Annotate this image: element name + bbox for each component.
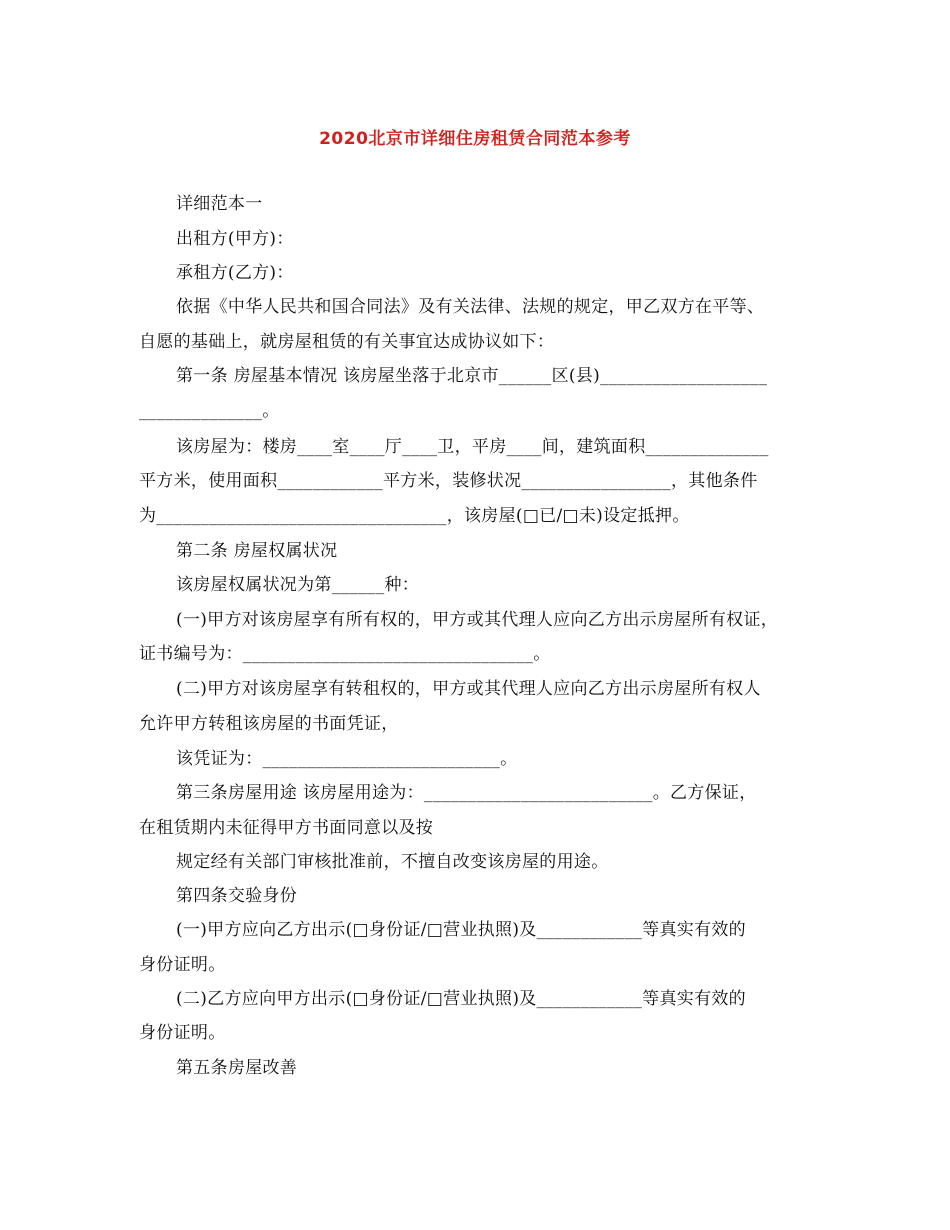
paragraph-line: 第三条房屋用途 该房屋用途为：__________________________。乙方保证， xyxy=(176,783,757,803)
paragraph-line: ______________。 xyxy=(139,401,280,421)
paragraph-line: 第四条交验身份 xyxy=(176,886,298,906)
paragraph-line: 证书编号为：_________________________________。 xyxy=(139,644,551,664)
paragraph-line: 详细范本一 xyxy=(176,194,263,214)
paragraph-line: (二)甲方对该房屋享有转租权的，甲方或其代理人应向乙方出示房屋所有权人 xyxy=(176,679,761,699)
paragraph-line: 为_________________________________，该房屋(□已/□未)设定抵押。 xyxy=(139,506,690,526)
paragraph-line: 第五条房屋改善 xyxy=(176,1058,298,1078)
paragraph-line: 该凭证为：___________________________。 xyxy=(176,749,518,769)
paragraph-line: 身份证明。 xyxy=(139,955,226,975)
paragraph-line: 在租赁期内未征得甲方书面同意以及按 xyxy=(139,818,434,838)
paragraph-line: 平方米，使用面积____________平方米，装修状况_________________，其他条件 xyxy=(139,471,758,491)
paragraph-line: 第二条 房屋权属状况 xyxy=(176,541,338,561)
paragraph-line: 第一条 房屋基本情况 该房屋坐落于北京市______区(县)___________________ xyxy=(176,366,768,386)
paragraph-line: 身份证明。 xyxy=(139,1023,226,1043)
paragraph-line: 该房屋为：楼房____室____厅____卫，平房____间，建筑面积______________ xyxy=(176,437,769,457)
paragraph-line: 出租方(甲方)： xyxy=(176,229,294,249)
paragraph-line: 允许甲方转租该房屋的书面凭证， xyxy=(139,714,399,734)
document-title: 2020北京市详细住房租赁合同范本参考 xyxy=(319,129,631,149)
paragraph-line: 依据《中华人民共和国合同法》及有关法律、法规的规定，甲乙双方在平等、 xyxy=(176,297,765,317)
paragraph-line: 该房屋权属状况为第______种： xyxy=(176,575,420,595)
paragraph-line: 自愿的基础上，就房屋租赁的有关事宜达成协议如下： xyxy=(139,332,555,352)
paragraph-line: (二)乙方应向甲方出示(□身份证/□营业执照)及____________等真实有效的 xyxy=(176,989,746,1009)
paragraph-line: (一)甲方对该房屋享有所有权的，甲方或其代理人应向乙方出示房屋所有权证， xyxy=(176,610,779,630)
paragraph-line: 规定经有关部门审核批准前，不擅自改变该房屋的用途。 xyxy=(176,852,609,872)
paragraph-line: (一)甲方应向乙方出示(□身份证/□营业执照)及____________等真实有效的 xyxy=(176,920,746,940)
paragraph-line: 承租方(乙方)： xyxy=(176,263,294,283)
